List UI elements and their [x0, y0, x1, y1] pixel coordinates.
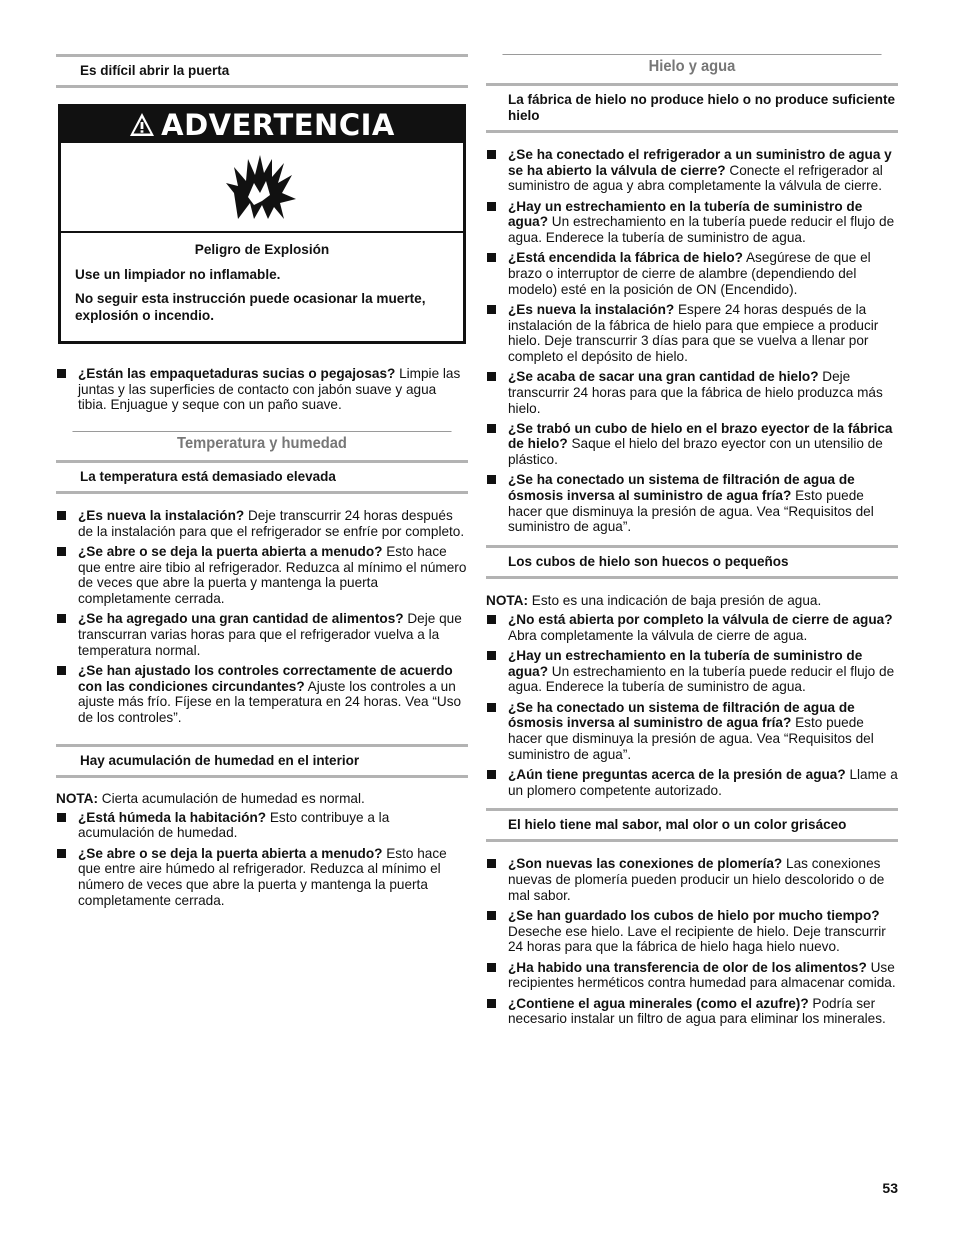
list-item: ¿Se abre o se deja la puerta abierta a menudo? Esto hace que entre aire húmedo al refrigerador. Reduzca al mínimo el número de veces que abre la puerta y mantenga la puerta completamente cerrada. [56, 846, 468, 909]
warning-line-1: Use un limpiador no inflamable. [75, 267, 281, 282]
list-item: ¿Se ha conectado el refrigerador a un suministro de agua y se ha abierto la válvula de cierre? Conecte el refrigerador al suministro de agua y abra completamente la válvula de cierre. [486, 147, 898, 194]
list-item: ¿Contiene el agua minerales (como el azufre)? Podría ser necesario instalar un filtro de agua para eliminar los minerales. [486, 996, 898, 1027]
temp-list [56, 508, 468, 726]
list-item: ¿Es nueva la instalación? Espere 24 horas después de la instalación de la fábrica de hielo para que empiece a producir hielo. Deje transcurrir 3 días para que se vuelva a llenar por completo el depósito de hielo. [486, 302, 898, 365]
left-column [56, 54, 468, 913]
explosion-icon [224, 153, 300, 221]
subhead-door: Es difícil abrir la puerta [56, 54, 468, 88]
list-item: ¿Se trabó un cubo de hielo en el brazo eyector de la fábrica de hielo? Saque el hielo del brazo eyector con un utensilio de plástico. [486, 421, 898, 468]
warning-header [61, 107, 463, 143]
subhead-humidity: Hay acumulación de humedad en el interior [56, 744, 468, 778]
warning-icon-area [61, 143, 463, 233]
warning-box [58, 104, 466, 344]
list-item: ¿Se ha agregado una gran cantidad de alimentos? Deje que transcurran varias horas para que el refrigerador vuelva a la temperatura normal. [56, 611, 468, 658]
subhead-taste: El hielo tiene mal sabor, mal olor o un color grisáceo [486, 808, 898, 842]
page-number: 53 [882, 1180, 898, 1196]
list-item: ¿Son nuevas las conexiones de plomería? Las conexiones nuevas de plomería pueden producir un hielo descolorido o de mal sabor. [486, 856, 898, 903]
hollow-list [486, 612, 898, 798]
list-item: ¿Se han guardado los cubos de hielo por mucho tiempo? Deseche ese hielo. Lave el recipiente de hielo. Deje transcurrir 24 horas para que la fábrica de hielo haga hielo nuevo. [486, 908, 898, 955]
warning-triangle-icon [129, 112, 155, 138]
taste-list [486, 856, 898, 1027]
list-item: ¿Está encendida la fábrica de hielo? Asegúrese de que el brazo o interruptor de cierre de alambre (dependiendo del modelo) esté en la posición de ON (Encendido). [486, 250, 898, 297]
warning-line-2: No seguir esta instrucción puede ocasionar la muerte, explosión o incendio. [75, 291, 426, 323]
subhead-temp: La temperatura está demasiado elevada [56, 460, 468, 494]
subhead-hollow: Los cubos de hielo son huecos o pequeños [486, 545, 898, 579]
section-title-temp: Temperatura y humedad [72, 431, 451, 460]
list-item: ¿Hay un estrechamiento en la tubería de suministro de agua? Un estrechamiento en la tubería puede reducir el flujo de agua. Enderece la tubería de suministro de agua. [486, 199, 898, 246]
door-list [56, 366, 468, 413]
list-item: ¿Se han ajustado los controles correctamente de acuerdo con las condiciones circundantes? Ajuste los controles a un ajuste más frío. Fíjese en la temperatura en 24 horas. Vea “Uso de los controles”. [56, 663, 468, 726]
humidity-list [56, 810, 468, 909]
humidity-note: NOTA: Cierta acumulación de humedad es normal. [56, 790, 365, 806]
warning-body [61, 233, 463, 341]
list-item: ¿Ha habido una transferencia de olor de los alimentos? Use recipientes herméticos contra humedad para almacenar comida. [486, 960, 898, 991]
list-item: ¿Se ha conectado un sistema de filtración de agua de ósmosis inversa al suministro de agua fría? Esto puede hacer que disminuya la presión de agua. Vea “Requisitos del suministro de agua”. [486, 472, 898, 535]
warning-title: ADVERTENCIA [161, 108, 395, 142]
list-item: ¿Hay un estrechamiento en la tubería de suministro de agua? Un estrechamiento en la tubería puede reducir el flujo de agua. Enderece la tubería de suministro de agua. [486, 648, 898, 695]
list-item: ¿Es nueva la instalación? Deje transcurrir 24 horas después de la instalación para que el refrigerador se enfríe por completo. [56, 508, 468, 539]
list-item: ¿Está húmeda la habitación? Esto contribuye a la acumulación de humedad. [56, 810, 468, 841]
list-item: ¿Se ha conectado un sistema de filtración de agua de ósmosis inversa al suministro de agua fría? Esto puede hacer que disminuya la presión de agua. Vea “Requisitos del suministro de agua”. [486, 700, 898, 763]
list-item: ¿Están las empaquetaduras sucias o pegajosas? Limpie las juntas y las superficies de contacto con jabón suave y agua tibia. Enjuague y seque con un paño suave. [56, 366, 468, 413]
section-title-ice: Hielo y agua [502, 54, 881, 83]
list-item: ¿Se acaba de sacar una gran cantidad de hielo? Deje transcurrir 24 horas para que la fábrica de hielo produzca más hielo. [486, 369, 898, 416]
list-item: ¿Se abre o se deja la puerta abierta a menudo? Esto hace que entre aire tibio al refrigerador. Reduzca al mínimo el número de veces que abre la puerta y mantenga la puerta completamente cerrada. [56, 544, 468, 607]
right-column [486, 54, 898, 1031]
ice-list [486, 147, 898, 535]
list-item: ¿Aún tiene preguntas acerca de la presión de agua? Llame a un plomero competente autorizado. [486, 767, 898, 798]
hollow-note: NOTA: Esto es una indicación de baja presión de agua. [486, 593, 822, 609]
warning-caption: Peligro de Explosión [194, 242, 330, 257]
list-item: ¿No está abierta por completo la válvula de cierre de agua? Abra completamente la válvula de cierre de agua. [486, 612, 898, 643]
subhead-ice: La fábrica de hielo no produce hielo o no produce suficiente hielo [486, 83, 898, 133]
